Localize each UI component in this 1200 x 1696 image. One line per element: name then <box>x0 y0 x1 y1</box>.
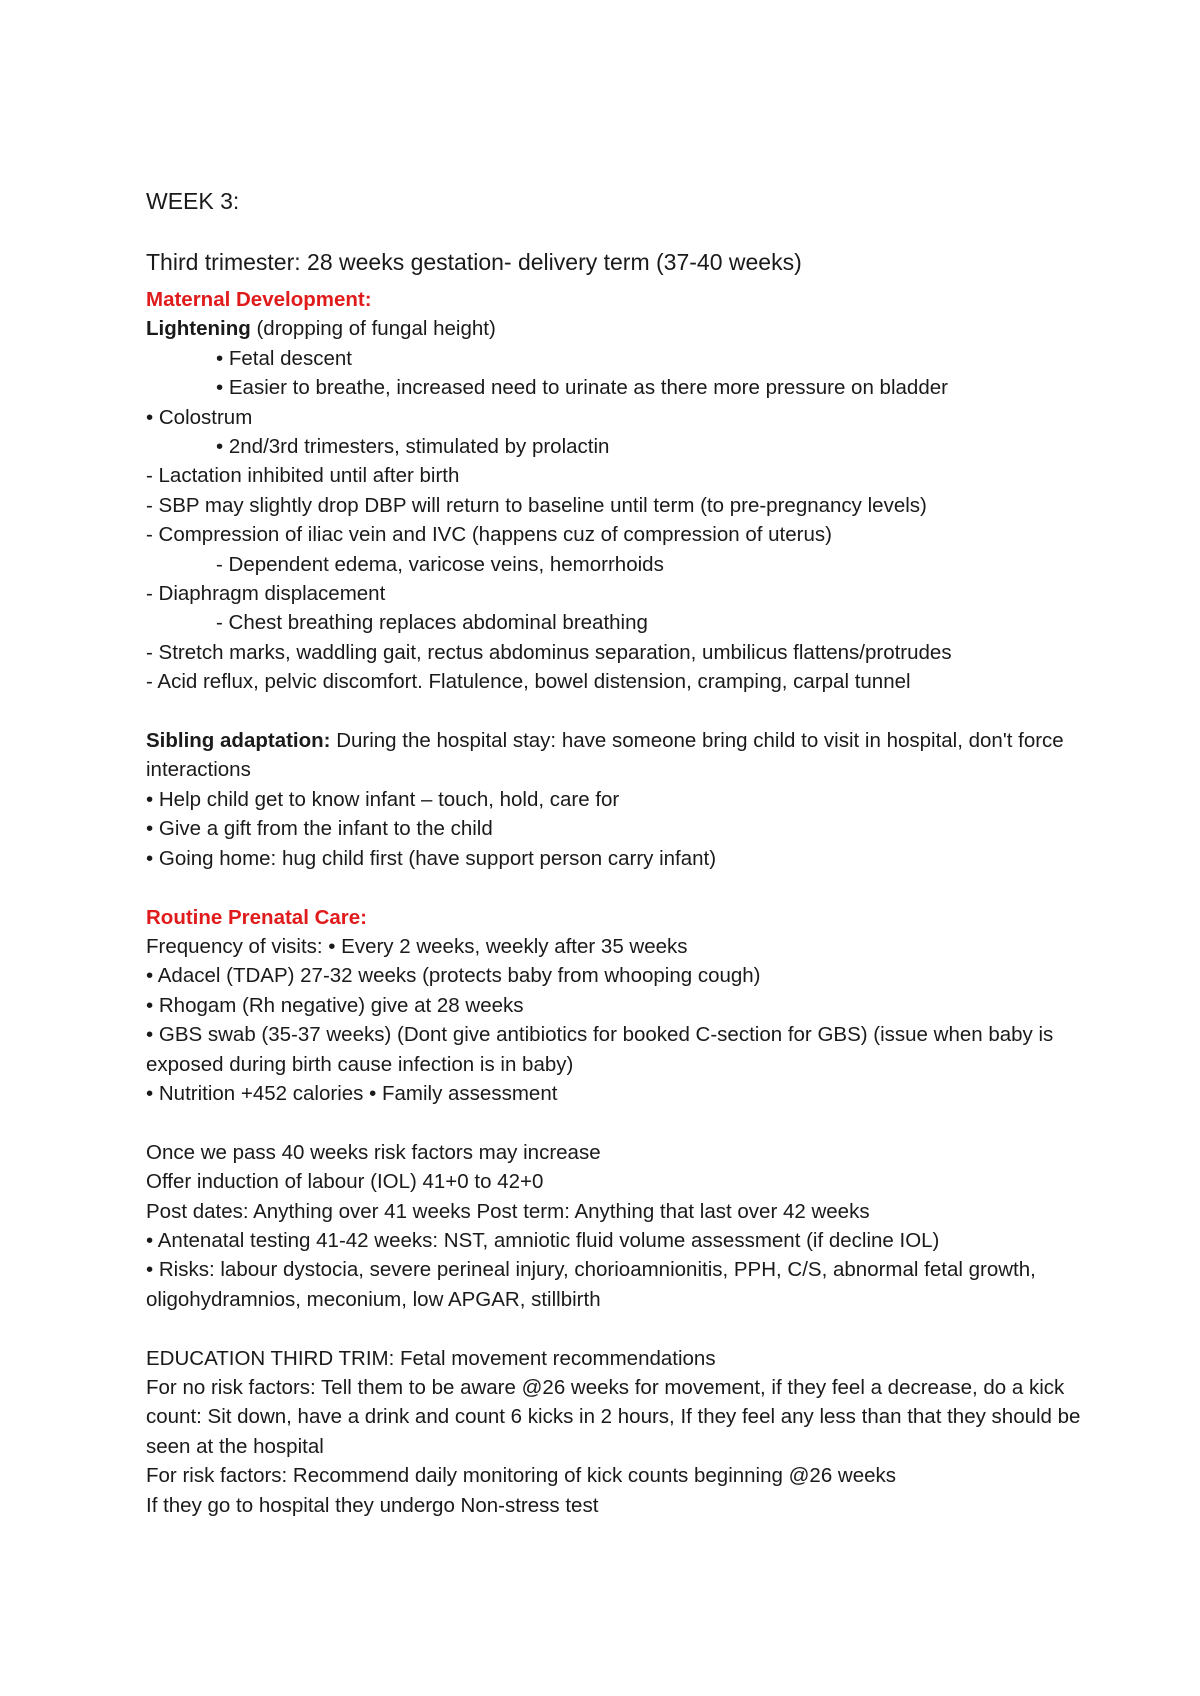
list-item: • Nutrition +452 calories • Family assessment <box>146 1081 558 1105</box>
list-item: - Chest breathing replaces abdominal breathing <box>216 611 648 635</box>
trimester-line: Third trimester: 28 weeks gestation- delivery term (37-40 weeks) <box>146 249 802 275</box>
education-heading: EDUCATION THIRD TRIM: Fetal movement recommendations <box>146 1346 716 1370</box>
list-item: • GBS swab (35-37 weeks) (Dont give antibiotics for booked C-section for GBS) (issue when baby is exposed during birth cause infection is in baby) <box>146 1023 1054 1076</box>
list-item: • Rhogam (Rh negative) give at 28 weeks <box>146 993 524 1017</box>
postdates-section <box>146 1138 1106 1314</box>
education-section <box>146 1344 1106 1520</box>
list-item: If they go to hospital they undergo Non-stress test <box>146 1493 599 1517</box>
week-title: WEEK 3: <box>146 188 240 214</box>
list-item: - Stretch marks, waddling gait, rectus abdominus separation, umbilicus flattens/protrudes <box>146 640 952 664</box>
list-item: • 2nd/3rd trimesters, stimulated by prolactin <box>216 435 610 459</box>
list-item: Once we pass 40 weeks risk factors may increase <box>146 1140 601 1164</box>
list-item: • Easier to breathe, increased need to urinate as there more pressure on bladder <box>216 376 948 400</box>
sibling-section <box>146 726 1106 873</box>
sibling-text: During the hospital stay: have someone bring child to visit in hospital, don't force interactions <box>146 729 1064 782</box>
list-item: For risk factors: Recommend daily monitoring of kick counts beginning @26 weeks <box>146 1464 897 1488</box>
list-item: For no risk factors: Tell them to be aware @26 weeks for movement, if they feel a decrease, do a kick count: Sit down, have a drink and count 6 kicks in 2 hours, If they feel any less than that they should be seen at the hospital <box>146 1375 1081 1458</box>
list-item: - Acid reflux, pelvic discomfort. Flatulence, bowel distension, cramping, carpal tunnel <box>146 670 911 694</box>
list-item: Offer induction of labour (IOL) 41+0 to 42+0 <box>146 1170 544 1194</box>
list-item: • Antenatal testing 41-42 weeks: NST, amniotic fluid volume assessment (if decline IOL) <box>146 1228 940 1252</box>
lightening-label: Lightening <box>146 317 251 341</box>
list-item: • Fetal descent <box>216 346 352 370</box>
list-item: • Help child get to know infant – touch, hold, care for <box>146 787 620 811</box>
list-item: - Diaphragm displacement <box>146 582 386 606</box>
list-item: - Dependent edema, varicose veins, hemorrhoids <box>216 552 664 576</box>
lightening-line <box>146 314 1106 343</box>
list-item: • Colostrum <box>146 405 253 429</box>
maternal-section <box>146 285 1106 697</box>
list-item: • Going home: hug child first (have support person carry infant) <box>146 846 717 870</box>
list-item: • Adacel (TDAP) 27-32 weeks (protects baby from whooping cough) <box>146 964 761 988</box>
lightening-description: (dropping of fungal height) <box>250 317 496 341</box>
list-item: • Give a gift from the infant to the child <box>146 817 493 841</box>
list-item: - Compression of iliac vein and IVC (happens cuz of compression of uterus) <box>146 523 832 547</box>
prenatal-section <box>146 903 1106 1109</box>
document-page <box>146 186 1106 1520</box>
maternal-heading: Maternal Development: <box>146 288 372 311</box>
sibling-paragraph <box>146 726 1106 785</box>
list-item: - Lactation inhibited until after birth <box>146 464 460 488</box>
list-item: Frequency of visits: • Every 2 weeks, weekly after 35 weeks <box>146 934 688 958</box>
list-item: - SBP may slightly drop DBP will return to baseline until term (to pre-pregnancy levels) <box>146 493 927 517</box>
list-item: • Risks: labour dystocia, severe perineal injury, chorioamnionitis, PPH, C/S, abnormal fetal growth, oligohydramnios, meconium, low APGAR, stillbirth <box>146 1258 1036 1311</box>
prenatal-heading: Routine Prenatal Care: <box>146 905 367 929</box>
list-item: Post dates: Anything over 41 weeks Post term: Anything that last over 42 weeks <box>146 1199 870 1223</box>
sibling-label: Sibling adaptation: <box>146 729 331 753</box>
